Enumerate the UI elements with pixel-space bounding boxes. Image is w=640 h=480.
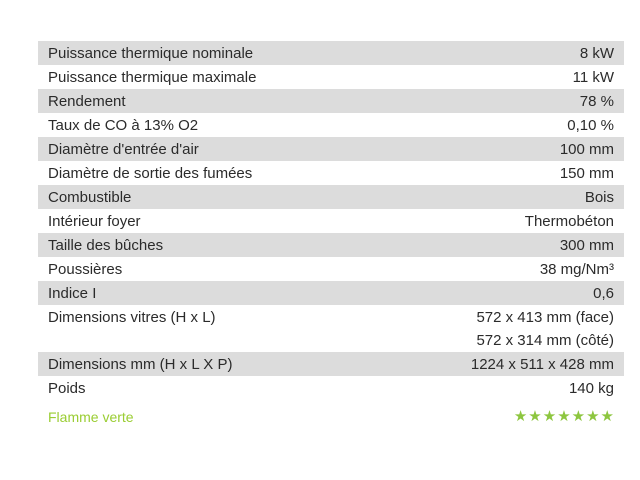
star-icon: ★ <box>600 408 614 425</box>
spec-label: Diamètre de sortie des fumées <box>48 165 253 182</box>
spec-label: Combustible <box>48 189 132 206</box>
spec-value <box>567 114 614 137</box>
star-icon: ★ <box>557 408 571 425</box>
spec-row <box>38 161 624 185</box>
spec-label: Poussières <box>48 261 123 278</box>
spec-value-line: 11 kW <box>572 69 614 86</box>
spec-label: Poids <box>48 380 86 397</box>
spec-row <box>38 233 624 257</box>
spec-value <box>471 353 614 376</box>
star-icon: ★ <box>528 408 542 425</box>
spec-value-line: 0,10 % <box>567 117 614 134</box>
spec-value-line: Thermobéton <box>524 213 614 230</box>
spec-label: Puissance thermique nominale <box>48 45 254 62</box>
flamme-verte-row <box>38 400 624 428</box>
spec-row <box>38 281 624 305</box>
spec-value <box>476 306 614 352</box>
spec-row <box>38 352 624 376</box>
spec-value <box>540 258 614 281</box>
star-icon: ★ <box>571 408 586 425</box>
star-icon: ★ <box>542 408 557 425</box>
spec-label: Indice I <box>48 285 97 302</box>
spec-row <box>38 376 624 400</box>
spec-value-line: 38 mg/Nm³ <box>539 261 614 278</box>
spec-value <box>560 162 614 185</box>
spec-value <box>560 234 614 257</box>
spec-label: Dimensions vitres (H x L) <box>48 309 216 326</box>
spec-row <box>38 257 624 281</box>
spec-label: Taux de CO à 13% O2 <box>48 117 199 134</box>
spec-label: Taille des bûches <box>48 237 164 254</box>
spec-label: Intérieur foyer <box>48 213 141 230</box>
spec-rows <box>38 41 624 400</box>
flamme-verte-rating <box>514 407 614 427</box>
star-icon: ★ <box>586 408 600 425</box>
spec-row <box>38 209 624 233</box>
spec-row <box>38 89 624 113</box>
spec-row <box>38 305 624 352</box>
spec-value-line: 140 kg <box>568 380 614 397</box>
spec-value-line: 1224 x 511 x 428 mm <box>470 356 614 373</box>
spec-value-line: 100 mm <box>559 141 614 158</box>
spec-row <box>38 41 624 65</box>
spec-value-line: 572 x 413 mm (face) <box>476 309 614 326</box>
spec-label: Diamètre d'entrée d'air <box>48 141 199 158</box>
star-icon: ★ <box>513 408 528 425</box>
spec-value-line: Bois <box>584 189 614 206</box>
spec-value-line: 572 x 314 mm (côté) <box>476 332 614 349</box>
spec-value <box>573 66 614 89</box>
spec-value <box>580 90 614 113</box>
flamme-verte-label: Flamme verte <box>48 409 134 425</box>
spec-row <box>38 113 624 137</box>
spec-value <box>593 282 614 305</box>
spec-row <box>38 137 624 161</box>
spec-label: Dimensions mm (H x L X P) <box>48 356 233 373</box>
spec-value <box>569 377 614 400</box>
spec-label: Rendement <box>48 93 126 110</box>
spec-value-line: 0,6 <box>593 285 614 302</box>
spec-table <box>38 41 624 428</box>
spec-value <box>560 138 614 161</box>
spec-row <box>38 65 624 89</box>
spec-row <box>38 185 624 209</box>
spec-value <box>585 186 614 209</box>
spec-value <box>525 210 614 233</box>
spec-value <box>580 42 614 65</box>
spec-value-line: 78 % <box>579 93 614 110</box>
spec-label: Puissance thermique maximale <box>48 69 257 86</box>
spec-value-line: 300 mm <box>559 237 614 254</box>
spec-value-line: 8 kW <box>579 45 614 62</box>
spec-value-line: 150 mm <box>559 165 614 182</box>
